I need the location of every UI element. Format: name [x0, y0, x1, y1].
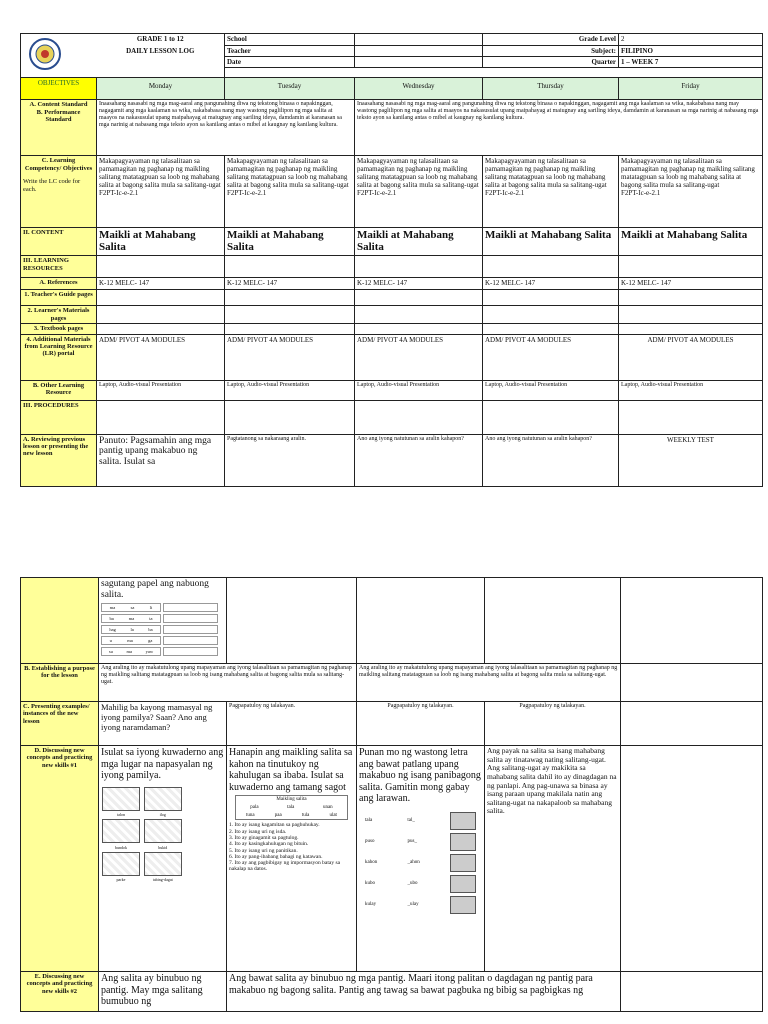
competency-thursday	[483, 156, 619, 228]
references-tuesday: K-12 MELC- 147	[225, 278, 355, 290]
additional-tuesday: ADM/ PIVOT 4A MODULES	[225, 334, 355, 380]
additional-wednesday: ADM/ PIVOT 4A MODULES	[355, 334, 483, 380]
content-tuesday: Maikli at Mahabang Salita	[225, 228, 355, 256]
other-resources-label: B. Other Learning Resource	[21, 380, 97, 400]
presenting-monday: Mahilig ba kayong mamasyal ng iyong pamilya? Saan? Ano ang iyong naramdaman?	[99, 702, 227, 746]
competency-monday	[97, 156, 225, 228]
additional-thursday: ADM/ PIVOT 4A MODULES	[483, 334, 619, 380]
other-wednesday: Laptop, Audio-visual Presentation	[355, 380, 483, 400]
day-thursday: Thursday	[483, 78, 619, 100]
competency-label: C. Learning Competency/ Objectives	[24, 157, 93, 172]
places-pictures: talon ilog bundok bukid parke tabing-dagat	[101, 786, 224, 884]
school-value[interactable]	[355, 34, 483, 46]
syllable-exercise	[101, 603, 224, 656]
date-label: Date	[225, 57, 355, 68]
establishing-wed-thu: Ang araling ito ay makatutulong upang mapayaman ang iyong talasalitaan sa pamamagitan ng paghanap ng maikling salitang matatagpuan sa loob ng isang mahabang salita at bagong salita mula sa salitang-ugat.	[357, 664, 621, 702]
hut-picture-icon	[450, 875, 476, 893]
quarter-label: Quarter	[483, 57, 619, 68]
presenting-wednesday: Pagpapatuloy ng talakayan.	[357, 702, 485, 746]
objectives-label: OBJECTIVES	[21, 78, 97, 100]
competency-text: Makapagyayaman ng talasalitaan sa pamamagitan ng paghanap ng maikling salitang matatagpuan sa loob ng mahabang salita at bagong salita mula sa salitang-ugat	[485, 157, 607, 190]
dll-table-page-2	[20, 577, 763, 1012]
competency-text: Makapagyayaman ng talasalitaan sa pamamagitan ng paghanap ng maikling salitang matatagpuan sa loob ng mahabang salita at bagong salita mula sa salitang-ugat	[357, 157, 479, 190]
reviewing-label: A. Reviewing previous lesson or presenting the new lesson	[21, 434, 97, 486]
reviewing-monday: Panuto: Pagsamahin ang mga pantig upang makabuo ng salita. Isulat sa	[97, 434, 225, 486]
discussing1-thursday: Ang payak na salita sa isang mahabang salita ay tinatawag nating salitang-ugat. Ang salitang-ugat ay makikita sa mahabang salita dahil ito ay dinagdagan na ng panlapi. Ang pag-unawa sa binasa ay isang paraan upang makilala natin ang salitang-ugat na nakapaloob sa mahabang salita.	[485, 746, 621, 972]
other-thursday: Laptop, Audio-visual Presentation	[483, 380, 619, 400]
references-thursday: K-12 MELC- 147	[483, 278, 619, 290]
other-tuesday: Laptop, Audio-visual Presentation	[225, 380, 355, 400]
competency-code: F2PT-Ic-e-2.1	[485, 189, 525, 198]
teacher-label: Teacher	[225, 46, 355, 57]
beach-picture-icon	[144, 852, 182, 876]
competency-text: Makapagyayaman ng talasalitaan sa pamamagitan ng paghanap ng maikling salitang matatagpuan sa loob ng mahabang salita at bagong salita mula sa salitang-ugat	[621, 157, 755, 190]
discussing1-monday-text: Isulat sa iyong kuwaderno ang mga lugar na napasyalan ng iyong pamilya.	[101, 747, 224, 781]
discussing1-wednesday-text: Punan mo ng wastong letra ang bawat patlang upang makabuo ng isang panibagong salita. Gamitin mong gabay ang larawan.	[359, 747, 481, 804]
discussing1-tuesday-text: Hanapin ang maikling salita sa kahon na tinutukoy ng kahulugan sa ibaba. Isulat sa kuwaderno ang tamang sagot	[229, 747, 353, 793]
additional-materials-label: 4. Additional Materials from Learning Resource (LR) portal	[21, 334, 97, 380]
quarter-value: 1 – WEEK 7	[619, 57, 763, 68]
discussing1-tuesday	[227, 746, 357, 972]
grade-level-value: 2	[619, 34, 763, 46]
teacher-value[interactable]	[355, 46, 483, 57]
competency-text: Makapagyayaman ng talasalitaan sa pamamagitan ng paghanap ng maikling salitang matatagpuan sa loob ng mahabang salita at bagong salita mula sa salitang-ugat	[99, 157, 221, 190]
presenting-label: C. Presenting examples/ instances of the new lesson	[21, 702, 99, 746]
other-monday: Laptop, Audio-visual Presentation	[97, 380, 225, 400]
discussing2-tue-thu: Ang bawat salita ay binubuo ng mga pantig. Maari itong palitan o dagdagan ng pantig para makabuo ng bagong salita. Pantig ang tawag sa bawat pagbuka ng bibig sa pagbigkas ng	[227, 972, 621, 1012]
competency-code: F2PT-Ic-e-2.1	[99, 189, 139, 198]
discussing2-monday: Ang salita ay binubuo ng pantig. May mga salitang bumubuo ng	[99, 972, 227, 1012]
reviewing-thursday: Ano ang iyong natutunan sa aralin kahapon?	[483, 434, 619, 486]
word-box: Maikling salita pala tala unan tuna paa tula ulat	[235, 795, 348, 820]
day-wednesday: Wednesday	[355, 78, 483, 100]
subject-value: FILIPINO	[619, 46, 763, 57]
box-picture-icon	[450, 854, 476, 872]
references-monday: K-12 MELC- 147	[97, 278, 225, 290]
content-thursday: Maikli at Mahabang Salita	[483, 228, 619, 256]
reviewing-monday-cont-text: sagutang papel ang nabuong salita.	[101, 579, 209, 600]
references-label: A. References	[21, 278, 97, 290]
school-label: School	[225, 34, 355, 46]
syllable-row: su ma yaw	[101, 647, 224, 656]
day-monday: Monday	[97, 78, 225, 100]
deped-seal-cell	[21, 34, 97, 78]
lm-pages-label: 2. Learner's Materials pages	[21, 306, 97, 324]
competency-wednesday	[355, 156, 483, 228]
deped-seal-icon	[23, 37, 67, 71]
references-friday: K-12 MELC- 147	[619, 278, 763, 290]
discussing1-wednesday	[357, 746, 485, 972]
competency-code: F2PT-Ic-e-2.1	[357, 189, 397, 198]
mountain-picture-icon	[102, 819, 140, 843]
grade-level-label: Grade Level	[483, 34, 619, 46]
discussing1-monday	[99, 746, 227, 972]
tb-pages-label: 3. Textbook pages	[21, 324, 97, 334]
reviewing-wednesday: Ano ang iyong natutunan sa aralin kahapon?	[355, 434, 483, 486]
content-friday: Maikli at Mahabang Salita	[619, 228, 763, 256]
additional-friday: ADM/ PIVOT 4A MODULES	[619, 334, 763, 380]
reviewing-monday-cont	[99, 578, 227, 664]
syllable-row: hag la ba	[101, 625, 224, 634]
competency-text: Makapagyayaman ng talasalitaan sa pamamagitan ng paghanap ng maikling salitang matatagpuan sa loob ng mahabang salita at bagong salita mula sa salitang-ugat	[227, 157, 349, 190]
grade-label: GRADE 1 to 12	[97, 34, 225, 46]
competency-tuesday	[225, 156, 355, 228]
establishing-mon-tue: Ang araling ito ay makatutulong upang mapayaman ang iyong talasalitaan sa pamamagitan ng paghanap ng maikling salitang matatagpuan sa loob ng isang mahabang salita at bagong salita mula sa salitang-ugat.	[99, 664, 357, 702]
star-picture-icon	[450, 812, 476, 830]
syllable-row: ma sa li	[101, 603, 224, 612]
tg-pages-label: 1. Teacher's Guide pages	[21, 290, 97, 306]
log-title: DAILY LESSON LOG	[97, 46, 225, 78]
page-1	[20, 33, 762, 517]
procedures-label: III. PROCEDURES	[21, 400, 97, 434]
presenting-tuesday: Pagpapatuloy ng talakayan.	[227, 702, 357, 746]
competency-friday	[619, 156, 763, 228]
day-tuesday: Tuesday	[225, 78, 355, 100]
additional-monday: ADM/ PIVOT 4A MODULES	[97, 334, 225, 380]
standards-label	[21, 100, 97, 156]
content-standard-label: A. Content Standard	[29, 101, 88, 109]
discussing1-label: D. Discussing new concepts and practicing new skills #1	[21, 746, 99, 972]
establishing-label: B. Establishing a purpose for the lesson	[21, 664, 99, 702]
content-monday: Maikli at Mahabang Salita	[97, 228, 225, 256]
references-wednesday: K-12 MELC- 147	[355, 278, 483, 290]
cat-picture-icon	[450, 833, 476, 851]
waterfall-picture-icon	[102, 787, 140, 811]
content-wednesday: Maikli at Mahabang Salita	[355, 228, 483, 256]
presenting-thursday: Pagpapatuloy ng talakayan.	[485, 702, 621, 746]
content-label: II. CONTENT	[21, 228, 97, 256]
discussing2-label: E. Discussing new concepts and practicing new skills #2	[21, 972, 99, 1012]
colors-picture-icon	[450, 896, 476, 914]
competency-label-cell	[21, 156, 97, 228]
dll-table-page-1	[20, 33, 763, 487]
day-friday: Friday	[619, 78, 763, 100]
tuesday-items: 1. Ito ay isang kagamitan sa paghuhukay. 2. Ito ay isang uri ng isda. 3. Ito ay ginagamit sa pagtulog. 4. Ito ay kasingkahulugan ng bituin. 5. Ito ay isang uri ng panitikan. 6. Ito ay pang-ibabang bahagi ng katawan. 7. Ito ay ang pagbibigay ng impormasyon batay sa nakalap na datos.	[229, 822, 341, 873]
standards-wed-fri: Inaasahang nasasabi ng mga mag-aaral ang pangunahing diwa ng tekstong binasa o napakinggan, nagagamit ang mga kaalaman sa wika, nakababasa nang may wastong paglilipon ng mga salita at maayos na nakasusulat upang maipahayag at maiugnay ang sariling ideya, damdamin at karanasan sa mga narinig at nabasang mga teksto ayon sa kanilang antas o mibel at kaugnay ng kanilang kultura.	[355, 100, 763, 156]
learning-resources-label: III. LEARNING RESOURCES	[21, 256, 97, 278]
date-value[interactable]	[355, 57, 483, 68]
other-friday: Laptop, Audio-visual Presentation	[619, 380, 763, 400]
performance-standard-label: B. Performance Standard	[36, 108, 81, 124]
page-2	[20, 577, 762, 1024]
farm-picture-icon	[144, 819, 182, 843]
reviewing-friday: WEEKLY TEST	[619, 434, 763, 486]
competency-code: F2PT-Ic-e-2.1	[621, 189, 661, 198]
standards-mon-tue: Inaasahang nasasabi ng mga mag-aaral ang pangunahing diwa ng tekstong binasa o napakinggan, nagagamit ang mga kaalaman sa wika, nakababasa nang may wastong paglilipon ng mga salita at maayos na nakasusulat upang maipahayag at maiugnay ang sariling ideya, damdamin at karanasan sa mga narinig at nabasang mga teksto ayon sa kanilang antas o mibel at kaugnay ng kanilang kultura.	[97, 100, 355, 156]
reviewing-tuesday: Pagtatanong sa nakaraang aralin.	[225, 434, 355, 486]
syllable-row: u ma ga	[101, 636, 224, 645]
competency-code: F2PT-Ic-e-2.1	[227, 189, 267, 198]
lc-note: Write the LC code for each.	[23, 178, 81, 193]
subject-label: Subject:	[483, 46, 619, 57]
fill-letters-exercise: tala tal_ puso pus_ kahon _ahon kubo _ubo kulay _ulay	[359, 805, 482, 921]
syllable-row: ba ma ta	[101, 614, 224, 623]
river-picture-icon	[144, 787, 182, 811]
park-picture-icon	[102, 852, 140, 876]
